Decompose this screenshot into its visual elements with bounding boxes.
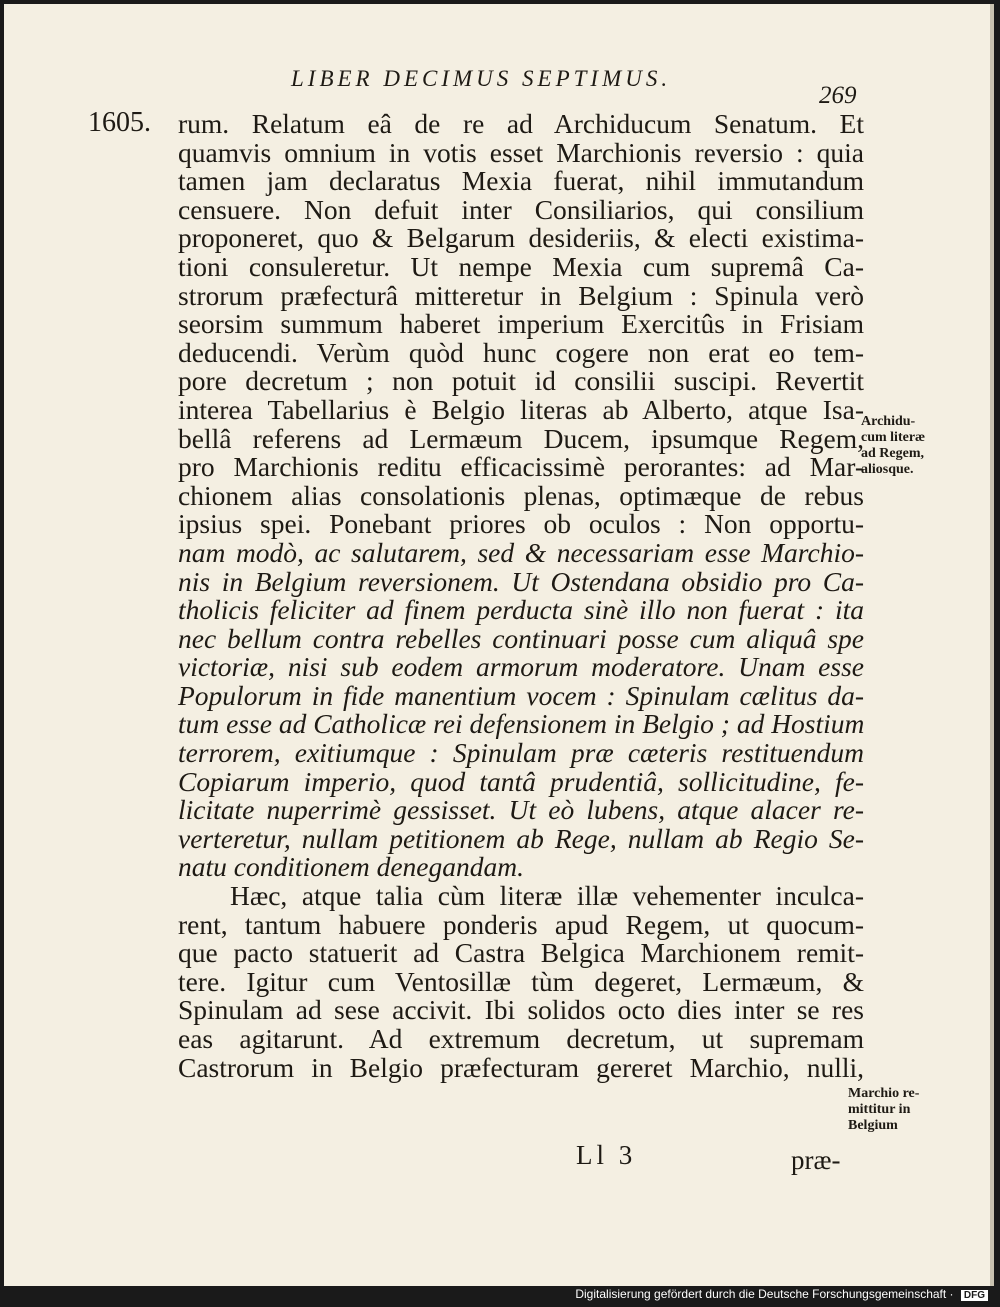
- dfg-logo-icon: DFG: [961, 1290, 988, 1301]
- text-line: Populorum in fide manentium vocem : Spinulam cælitus da-: [178, 679, 864, 711]
- running-header: LIBER DECIMUS SEPTIMUS.: [291, 66, 672, 91]
- margin-note-line: Belgium: [848, 1118, 898, 1133]
- text-line: licitate nuperrimè gessisset. Ut eò lubens, atque alacer re-: [178, 794, 864, 826]
- text-line: terrorem, exitiumque : Spinulam præ cæteris restituendum: [178, 737, 864, 769]
- text-line: ipsius spei. Ponebant priores ob oculos : Non opportu-: [178, 508, 864, 540]
- footer-text: Digitalisierung gefördert durch die Deutsche Forschungsgemeinschaft ·: [575, 1287, 954, 1301]
- text-line: strorum præfecturâ mitteretur in Belgium : Spinula verò: [178, 279, 864, 311]
- text-line: que pacto statuerit ad Castra Belgica Marchionem remit-: [178, 937, 864, 969]
- text-line: verteretur, nullam petitionem ab Rege, nullam ab Regio Se-: [178, 822, 864, 854]
- margin-note-line: cum literæ: [861, 430, 926, 445]
- text-line: natu conditionem denegandam.: [178, 851, 524, 883]
- book-page: [4, 4, 994, 1286]
- text-line: censuere. Non defuit inter Consiliarios, qui consilium: [178, 193, 864, 225]
- text-line: interea Tabellarius è Belgio literas ab Alberto, atque Isa-: [178, 393, 864, 425]
- text-line: deducendi. Verùm quòd hunc cogere non erat eo tem-: [178, 336, 864, 368]
- text-line: rum. Relatum eâ de re ad Archiducum Senatum. Et: [178, 108, 864, 139]
- text-line: bellâ referens ad Lermæum Ducem, ipsumque Regem,: [178, 422, 864, 454]
- text-line: tamen jam declaratus Mexia fuerat, nihil immutandum: [178, 165, 864, 197]
- text-line: nis in Belgium reversionem. Ut Ostendana obsidio pro Ca-: [178, 565, 864, 597]
- text-line: nam modò, ac salutarem, sed & necessariam esse Marchio-: [178, 536, 864, 568]
- text-line: quamvis omnium in votis esset Marchionis reversio : quia: [178, 136, 864, 168]
- text-line: nec bellum contra rebelles continuari posse cum aliquâ spe: [178, 622, 864, 654]
- margin-note-archiducum: [861, 414, 925, 478]
- margin-note-line: aliosque.: [861, 462, 914, 477]
- text-line: tere. Igitur cum Ventosillæ tùm degeret, Lermæum, &: [178, 965, 864, 997]
- page-number: 269: [819, 82, 857, 109]
- text-line: chionem alias consolationis plenas, optimæque de rebus: [178, 479, 864, 511]
- text-line: proponeret, quo & Belgarum desideriis, & electi existima-: [178, 222, 864, 254]
- text-line: Castrorum in Belgio præfecturam gereret Marchio, nulli,: [178, 1051, 864, 1083]
- text-line: tioni consuleretur. Ut nempe Mexia cum supremâ Ca-: [178, 250, 864, 282]
- text-line: pore decretum ; non potuit id consilii suscipi. Revertit: [178, 365, 864, 397]
- margin-note-line: Marchio re-: [848, 1086, 920, 1101]
- text-line: Hæc, atque talia cùm literæ illæ vehementer inculca-: [230, 880, 864, 912]
- text-line: Copiarum imperio, quod tantâ prudentiâ, sollicitudine, fe-: [178, 765, 864, 797]
- catchword: præ-: [791, 1145, 841, 1175]
- digitization-footer: [575, 1287, 988, 1301]
- text-line: Spinulam ad sese accivit. Ibi solidos octo dies inter se res: [178, 994, 864, 1026]
- body-text: [178, 110, 864, 1082]
- signature-mark: Ll 3: [576, 1140, 637, 1170]
- margin-note-line: Archidu-: [861, 414, 916, 429]
- text-line: victoriæ, nisi sub eodem armorum moderatore. Unam esse: [178, 651, 864, 683]
- margin-note-line: ad Regem,: [861, 446, 924, 461]
- text-line: tum esse ad Catholicæ rei defensionem in Belgio ; ad Hostium: [178, 708, 865, 740]
- text-line: seorsim summum haberet imperium Exercitûs in Frisiam: [178, 308, 864, 340]
- text-line: pro Marchionis reditu efficacissimè perorantes: ad Mar-: [178, 451, 864, 483]
- year-margin-note: 1605.: [88, 107, 151, 138]
- margin-note-marchio: [848, 1086, 919, 1134]
- margin-note-line: mittitur in: [848, 1102, 911, 1117]
- text-line: tholicis feliciter ad finem perducta sinè illo non fuerat : ita: [178, 594, 864, 626]
- text-line: eas agitarunt. Ad extremum decretum, ut supremam: [178, 1023, 864, 1054]
- text-line: rent, tantum habuere ponderis apud Regem, ut quocum-: [178, 908, 864, 940]
